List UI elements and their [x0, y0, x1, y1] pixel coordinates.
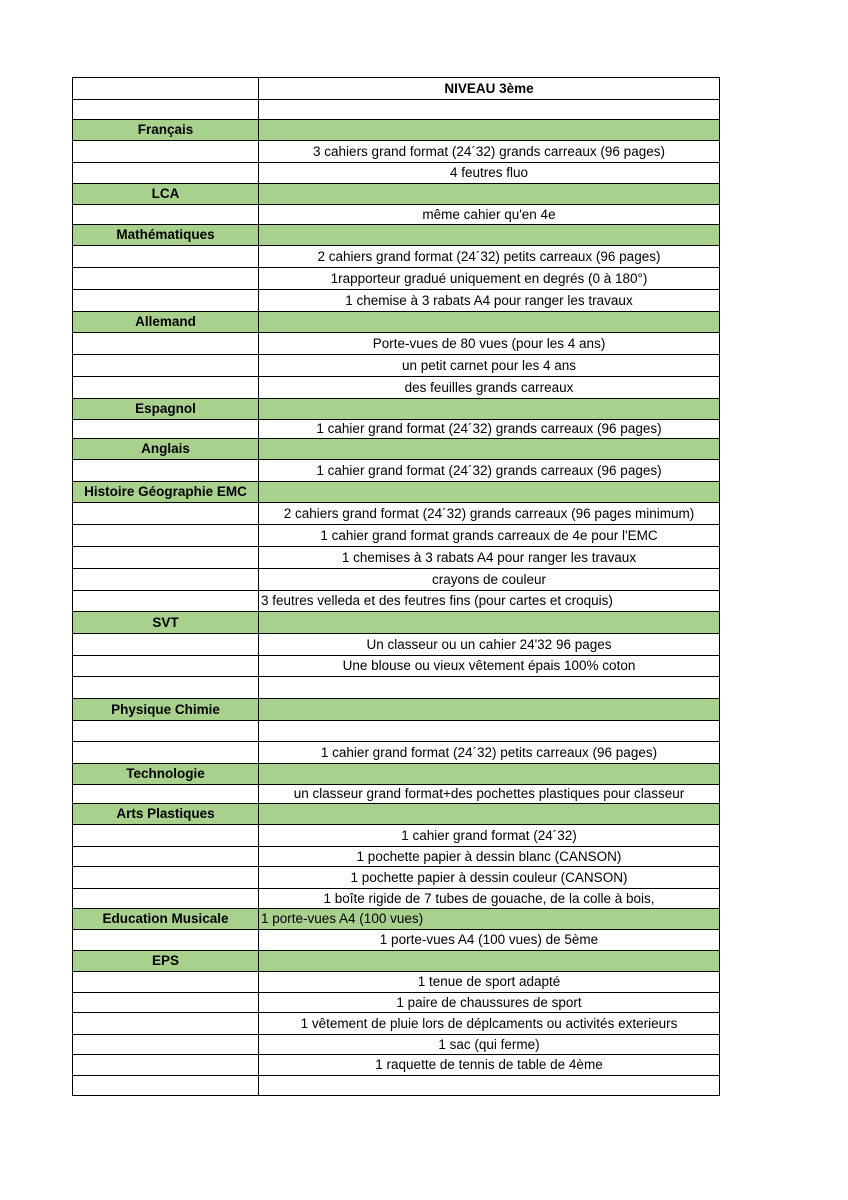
- empty-subject-cell: [73, 246, 259, 268]
- supply-item: 1 pochette papier à dessin blanc (CANSON): [259, 847, 720, 867]
- supply-item: Un classeur ou un cahier 24'32 96 pages: [259, 634, 720, 656]
- subject-name: SVT: [73, 612, 259, 634]
- empty-subject-cell: [73, 1013, 259, 1035]
- item-row: [73, 742, 720, 764]
- empty-subject-cell: [73, 290, 259, 312]
- subject-row: [73, 439, 720, 460]
- subject-row: [73, 951, 720, 972]
- empty-subject-cell: [73, 972, 259, 993]
- supply-item: 1 chemise à 3 rabats A4 pour ranger les travaux: [259, 290, 720, 312]
- item-row: [73, 634, 720, 656]
- supply-item: 1rapporteur gradué uniquement en degrés (0 à 180°): [259, 268, 720, 290]
- subject-row: [73, 804, 720, 825]
- item-row: [73, 420, 720, 439]
- empty-item-cell: [259, 804, 720, 825]
- empty-item-cell: [259, 399, 720, 420]
- item-row: [73, 847, 720, 867]
- supply-item: 4 feutres fluo: [259, 163, 720, 184]
- empty-subject-cell: [73, 333, 259, 355]
- subject-name: EPS: [73, 951, 259, 972]
- supply-item: crayons de couleur: [259, 569, 720, 591]
- blank-row: [73, 100, 720, 120]
- supply-item: des feuilles grands carreaux: [259, 377, 720, 399]
- subject-row: [73, 184, 720, 205]
- supply-item: un petit carnet pour les 4 ans: [259, 355, 720, 377]
- empty-subject-cell: [73, 742, 259, 764]
- empty-subject-cell: [73, 721, 259, 742]
- item-row: [73, 972, 720, 993]
- empty-subject-cell: [73, 100, 259, 120]
- empty-subject-cell: [73, 847, 259, 867]
- item-row: [73, 460, 720, 482]
- item-row: [73, 1055, 720, 1076]
- item-row: [73, 333, 720, 355]
- empty-item-cell: [259, 439, 720, 460]
- empty-item-cell: [259, 699, 720, 721]
- item-row: [73, 785, 720, 804]
- subject-row: [73, 225, 720, 246]
- supply-item: 1 cahier grand format (24´32) grands carreaux (96 pages): [259, 420, 720, 439]
- item-row: [73, 205, 720, 225]
- empty-subject-cell: [73, 460, 259, 482]
- supply-item: 2 cahiers grand format (24´32) grands carreaux (96 pages minimum): [259, 503, 720, 525]
- subject-name: Français: [73, 120, 259, 141]
- item-row: [73, 656, 720, 677]
- subject-row: [73, 764, 720, 785]
- item-row: [73, 1035, 720, 1055]
- supply-item: 1 pochette papier à dessin couleur (CANSON): [259, 867, 720, 889]
- item-row: [73, 290, 720, 312]
- item-row: [73, 141, 720, 163]
- level-title: NIVEAU 3ème: [259, 78, 720, 100]
- supply-item: 1 cahier grand format (24´32) grands carreaux (96 pages): [259, 460, 720, 482]
- item-row: [73, 569, 720, 591]
- empty-subject-cell: [73, 547, 259, 569]
- supply-item: 1 boîte rigide de 7 tubes de gouache, de la colle à bois,: [259, 889, 720, 909]
- subject-name: Arts Plastiques: [73, 804, 259, 825]
- item-row: [73, 547, 720, 569]
- item-row: [73, 246, 720, 268]
- item-row: [73, 930, 720, 951]
- empty-subject-cell: [73, 889, 259, 909]
- empty-subject-cell: [73, 355, 259, 377]
- supply-item: 1 tenue de sport adapté: [259, 972, 720, 993]
- empty-subject-cell: [73, 785, 259, 804]
- supply-item: 1 raquette de tennis de table de 4ème: [259, 1055, 720, 1076]
- empty-subject-cell: [73, 677, 259, 699]
- subject-row: [73, 482, 720, 503]
- empty-item-cell: [259, 312, 720, 333]
- item-row: [73, 1013, 720, 1035]
- empty-item-cell: [259, 721, 720, 742]
- subject-name: Allemand: [73, 312, 259, 333]
- supply-item: 1 cahier grand format (24´32) petits carreaux (96 pages): [259, 742, 720, 764]
- blank-row: [73, 721, 720, 742]
- empty-subject-cell: [73, 591, 259, 612]
- item-row: [73, 268, 720, 290]
- subject-name: Physique Chimie: [73, 699, 259, 721]
- item-row: [73, 355, 720, 377]
- subject-name: Education Musicale: [73, 909, 259, 930]
- empty-subject-cell: [73, 141, 259, 163]
- subject-row: [73, 120, 720, 141]
- item-row: [73, 993, 720, 1013]
- supply-item: 3 feutres velleda et des feutres fins (pour cartes et croquis): [259, 591, 720, 612]
- empty-item-cell: [259, 482, 720, 503]
- item-row: [73, 377, 720, 399]
- empty-subject-cell: [73, 525, 259, 547]
- empty-subject-cell: [73, 163, 259, 184]
- empty-subject-cell: [73, 503, 259, 525]
- item-row: [73, 163, 720, 184]
- supply-list-body: [73, 78, 720, 1096]
- empty-subject-cell: [73, 205, 259, 225]
- subject-name: LCA: [73, 184, 259, 205]
- empty-item-cell: [259, 677, 720, 699]
- supply-list-table: [72, 77, 720, 1096]
- empty-subject-cell: [73, 1076, 259, 1096]
- empty-subject-cell: [73, 377, 259, 399]
- supply-item: 1 vêtement de pluie lors de déplcaments ou activités exterieurs: [259, 1013, 720, 1035]
- supply-item: 1 cahier grand format (24´32): [259, 825, 720, 847]
- item-row: [73, 889, 720, 909]
- supply-item: Porte-vues de 80 vues (pour les 4 ans): [259, 333, 720, 355]
- subject-name: Histoire Géographie EMC: [73, 482, 259, 503]
- empty-subject-cell: [73, 1035, 259, 1055]
- subject-row: [73, 612, 720, 634]
- supply-item: 1 paire de chaussures de sport: [259, 993, 720, 1013]
- supply-item: 1 chemises à 3 rabats A4 pour ranger les travaux: [259, 547, 720, 569]
- supply-item: 1 porte-vues A4 (100 vues): [259, 909, 720, 930]
- supply-item: Une blouse ou vieux vêtement épais 100% coton: [259, 656, 720, 677]
- subject-name: Mathématiques: [73, 225, 259, 246]
- supply-item: même cahier qu'en 4e: [259, 205, 720, 225]
- blank-row: [73, 677, 720, 699]
- subject-name: Technologie: [73, 764, 259, 785]
- empty-item-cell: [259, 764, 720, 785]
- empty-subject-cell: [73, 420, 259, 439]
- item-row: [73, 591, 720, 612]
- subject-name: Espagnol: [73, 399, 259, 420]
- empty-subject-cell: [73, 993, 259, 1013]
- supply-item: un classeur grand format+des pochettes plastiques pour classeur: [259, 785, 720, 804]
- supply-item: 1 porte-vues A4 (100 vues) de 5ème: [259, 930, 720, 951]
- empty-item-cell: [259, 120, 720, 141]
- empty-item-cell: [259, 225, 720, 246]
- empty-subject-cell: [73, 867, 259, 889]
- empty-subject-cell: [73, 656, 259, 677]
- empty-item-cell: [259, 612, 720, 634]
- subject-row: [73, 399, 720, 420]
- empty-item-cell: [259, 1076, 720, 1096]
- subject-row: [73, 909, 720, 930]
- subject-row: [73, 312, 720, 333]
- subject-name: Anglais: [73, 439, 259, 460]
- supply-item: 2 cahiers grand format (24´32) petits carreaux (96 pages): [259, 246, 720, 268]
- empty-item-cell: [259, 951, 720, 972]
- item-row: [73, 525, 720, 547]
- empty-subject-cell: [73, 268, 259, 290]
- supply-item: 3 cahiers grand format (24´32) grands carreaux (96 pages): [259, 141, 720, 163]
- empty-subject-cell: [73, 825, 259, 847]
- blank-row: [73, 1076, 720, 1096]
- empty-subject-cell: [73, 930, 259, 951]
- header-subject-cell: [73, 78, 259, 100]
- empty-subject-cell: [73, 569, 259, 591]
- supply-item: 1 cahier grand format grands carreaux de 4e pour l'EMC: [259, 525, 720, 547]
- supply-item: 1 sac (qui ferme): [259, 1035, 720, 1055]
- subject-row: [73, 699, 720, 721]
- header-row: [73, 78, 720, 100]
- item-row: [73, 503, 720, 525]
- empty-subject-cell: [73, 634, 259, 656]
- empty-item-cell: [259, 184, 720, 205]
- item-row: [73, 867, 720, 889]
- item-row: [73, 825, 720, 847]
- empty-subject-cell: [73, 1055, 259, 1076]
- empty-item-cell: [259, 100, 720, 120]
